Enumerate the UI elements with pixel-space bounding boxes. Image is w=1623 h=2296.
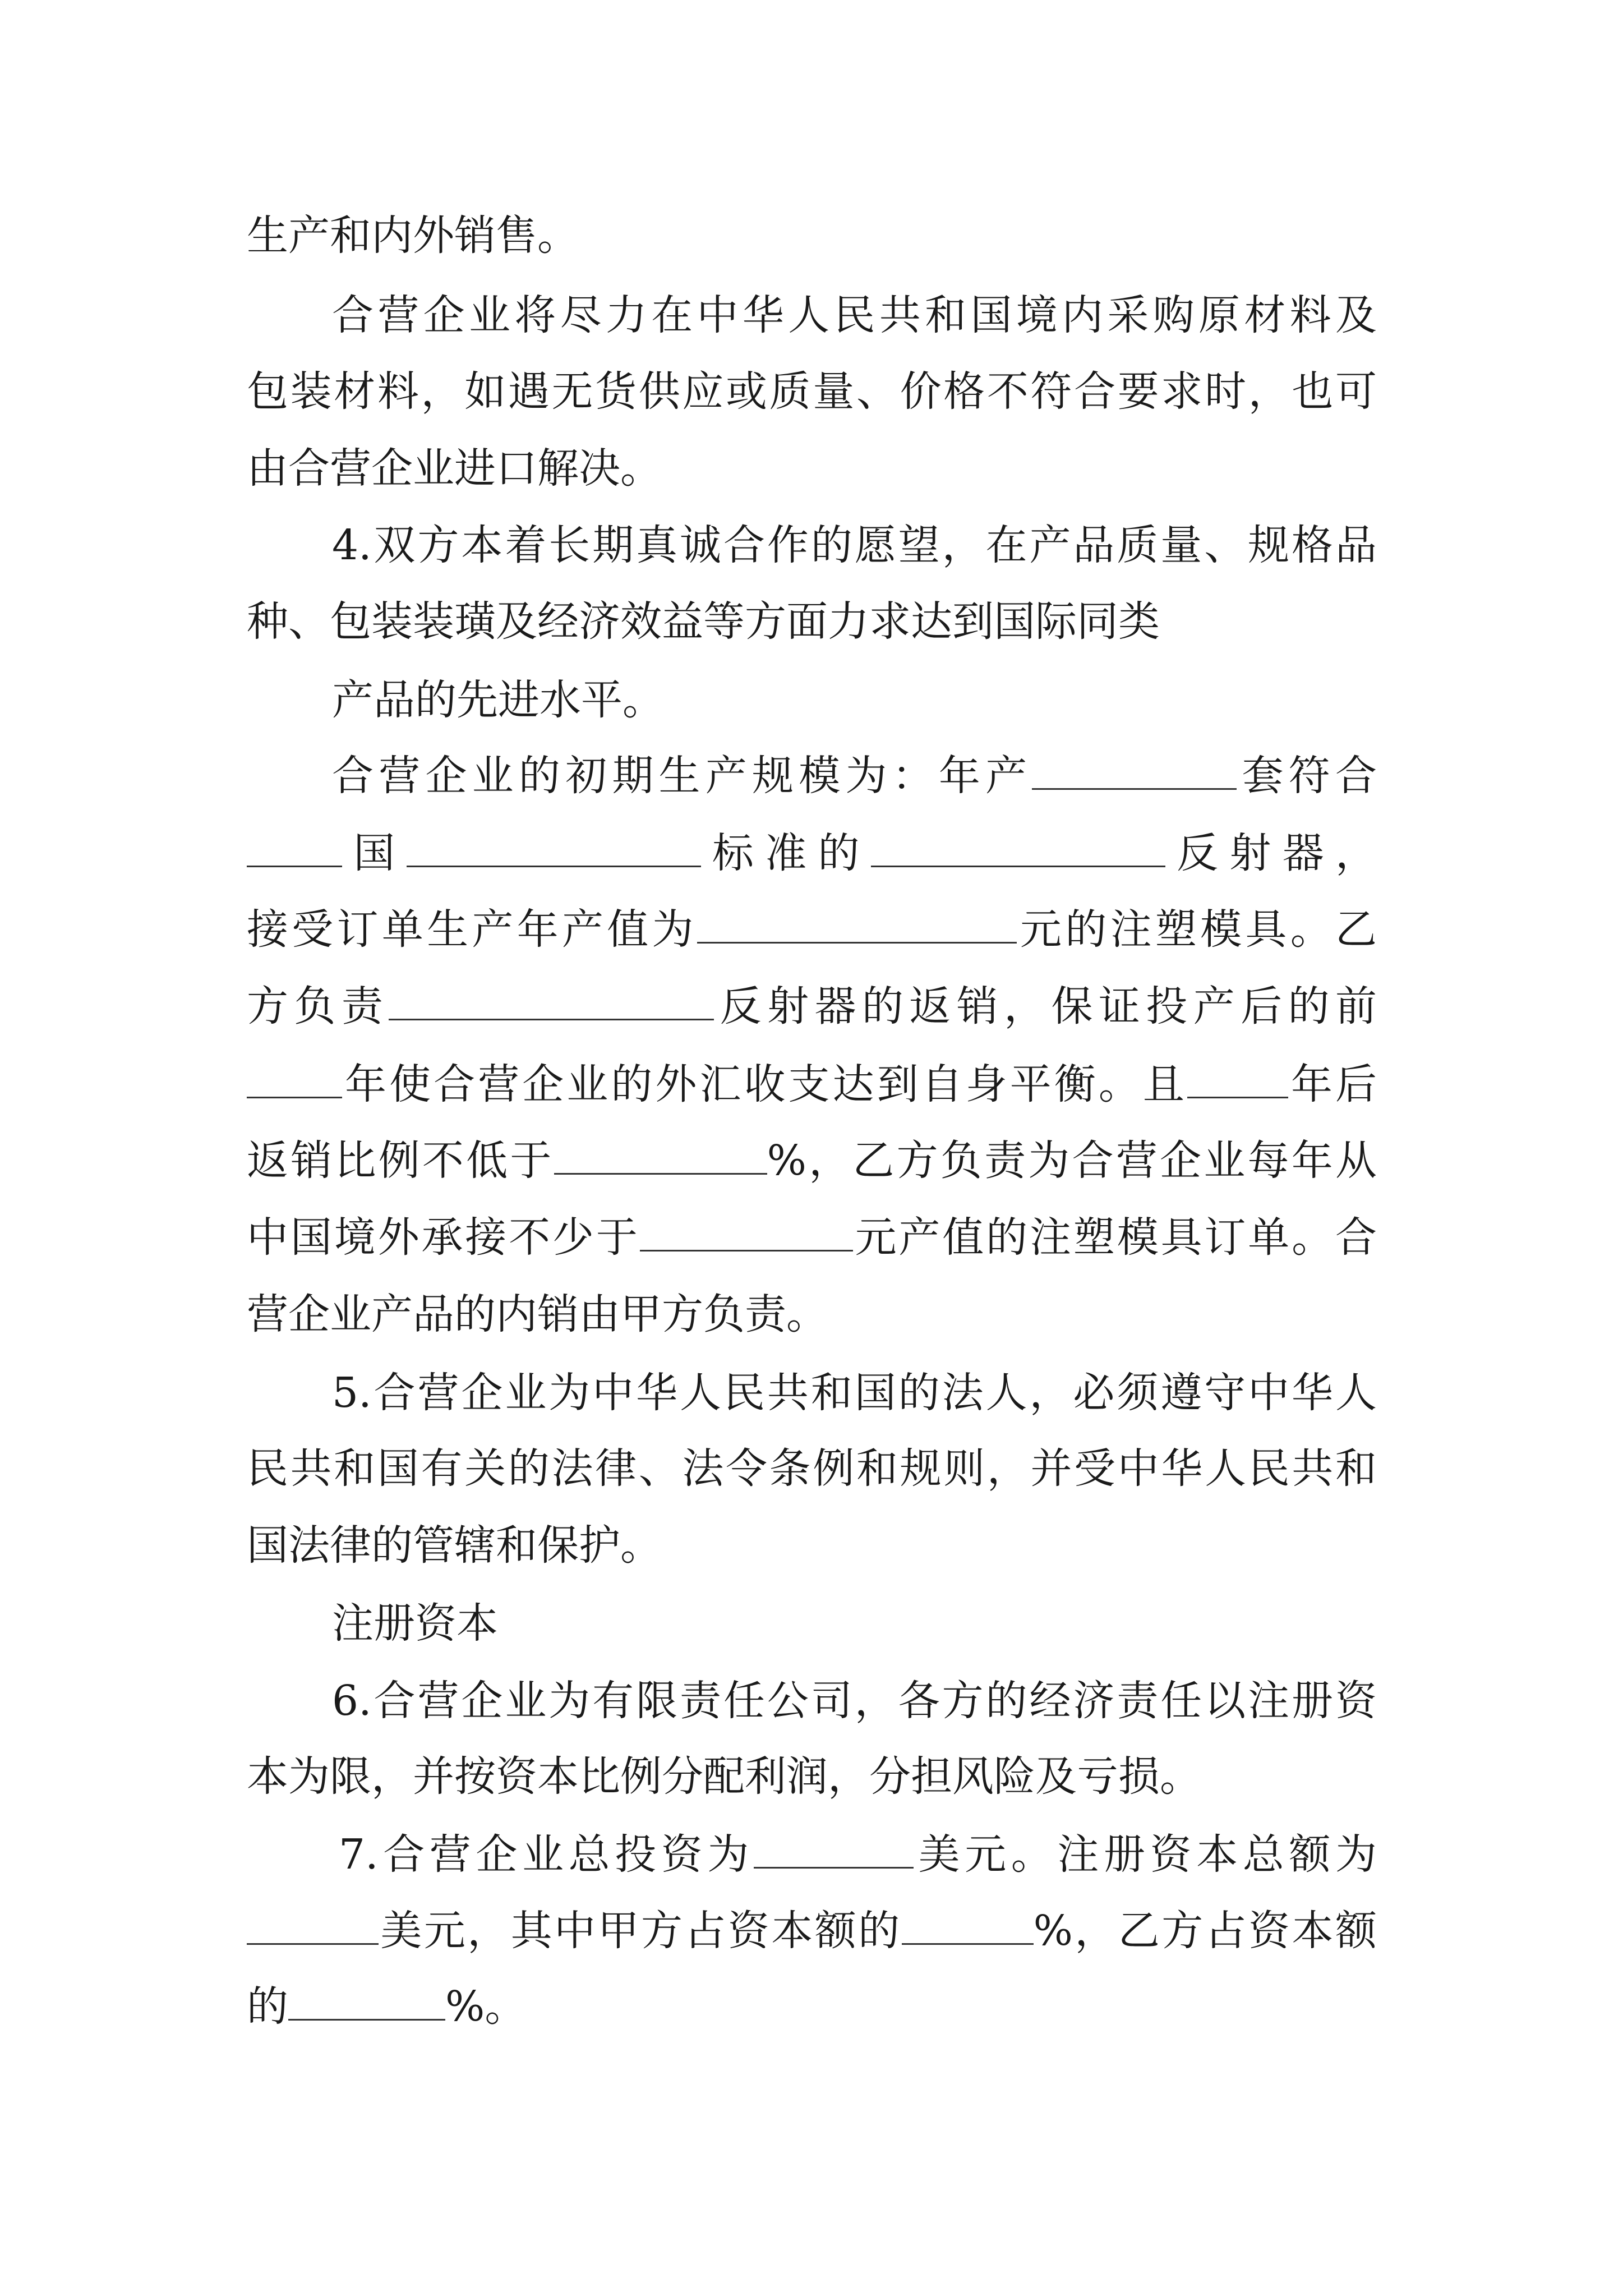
text-line: 产品的先进水平。 <box>332 676 664 724</box>
blank-field[interactable] <box>407 829 701 867</box>
text-line: 种、包装装璜及经济效益等方面力求达到国际同类 <box>247 597 1160 646</box>
text-line: 5.合营企业为中华人民共和国的法人，必须遵守中华人 <box>332 1369 1377 1417</box>
blank-field[interactable] <box>754 1830 914 1869</box>
text-line: 7.合营企业总投资为 美元。注册资本总额为 <box>339 1830 1377 1879</box>
text-line: 接受订单生产年产值为 元的注塑模具。乙 <box>247 905 1377 954</box>
blank-field[interactable] <box>902 1906 1034 1945</box>
text-line: 合营企业的初期生产规模为：年产 套符合 <box>332 752 1377 800</box>
blank-field[interactable] <box>1187 1060 1288 1098</box>
blank-field[interactable] <box>389 982 714 1020</box>
text-line: 美元，其中甲方占资本额的 %，乙方占资本额 <box>247 1903 1377 1959</box>
blank-field[interactable] <box>697 905 1017 944</box>
blank-field[interactable] <box>288 1982 445 2021</box>
blank-field[interactable] <box>247 1060 342 1098</box>
blank-field[interactable] <box>247 1906 379 1945</box>
section-heading: 注册资本 <box>332 1599 498 1648</box>
text-line: 国 标准的 反射器， <box>247 825 1377 881</box>
blank-field[interactable] <box>247 829 342 867</box>
text-line: 年使合营企业的外汇收支达到自身平衡。且 年后 <box>247 1056 1377 1112</box>
text-line: 国法律的管辖和保护。 <box>247 1521 662 1570</box>
blank-field[interactable] <box>871 829 1165 867</box>
text-line: 6.合营企业为有限责任公司，各方的经济责任以注册资 <box>332 1677 1377 1725</box>
text-line: 合营企业将尽力在中华人民共和国境内采购原材料及 <box>332 291 1377 339</box>
blank-field[interactable] <box>1032 751 1237 790</box>
text-line: 返销比例不低于 %，乙方负责为合营企业每年从 <box>247 1137 1377 1185</box>
blank-field[interactable] <box>554 1136 767 1175</box>
text-line: 中国境外承接不少于 元产值的注塑模具订单。合 <box>247 1213 1377 1262</box>
text-line: 生产和内外销售。 <box>247 211 579 260</box>
text-line: 本为限，并按资本比例分配利润，分担风险及亏损。 <box>247 1752 1201 1801</box>
text-line: 营企业产品的内销由甲方负责。 <box>247 1290 828 1338</box>
text-line: 4.双方本着长期真诚合作的愿望，在产品质量、规格品 <box>332 521 1377 569</box>
text-line: 民共和国有关的法律、法令条例和规则，并受中华人民共和 <box>247 1444 1377 1493</box>
text-line: 由合营企业进口解决。 <box>247 444 662 493</box>
blank-field[interactable] <box>640 1213 853 1251</box>
text-line: 包装材料，如遇无货供应或质量、价格不符合要求时，也可 <box>247 367 1377 416</box>
text-line: 的 %。 <box>247 1982 527 2031</box>
text-line: 方负责 反射器的返销，保证投产后的前 <box>247 982 1377 1030</box>
